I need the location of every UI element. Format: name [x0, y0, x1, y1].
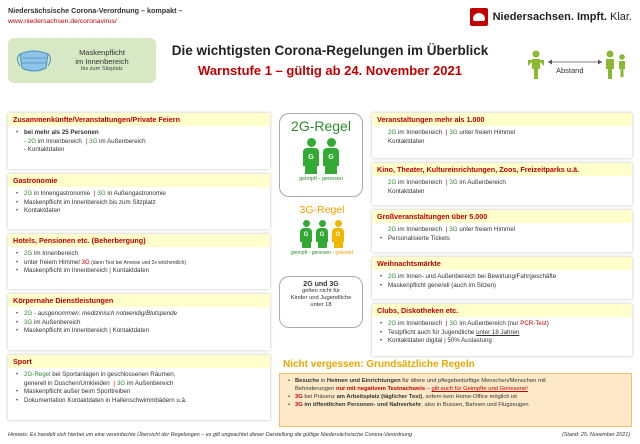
panel-title: Veranstaltungen mehr als 1.000 [372, 113, 632, 126]
regel-3g-caption: geimpft - genesen - getestet [290, 250, 354, 256]
list-item: • 3G bei Präsenz am Arbeitsplatz (täglicher Test), sofern kein Home-Office möglich ist [288, 393, 625, 401]
panel-gastronomie [8, 174, 270, 229]
panel-title: Großveranstaltungen über 5.000 [372, 210, 632, 223]
people-2g [280, 138, 362, 174]
panel-title: Hotels, Pensionen etc. (Beherbergung) [8, 234, 270, 247]
face-mask-icon [14, 46, 54, 76]
panel-clubs [372, 304, 632, 356]
footer-stand: (Stand: 25. November 2021) [561, 432, 630, 438]
list-item: 2G im Innenbereich | 3G im Außenbereich [388, 179, 506, 186]
kinder-line4: unter 18 [310, 302, 332, 309]
mask-line3: bis zum Sitzplatz [81, 66, 123, 73]
kinder-line1: 2G und 3G [303, 281, 339, 288]
footer-note: Hinweis: Es handelt sich hierbei um eine vereinfachte Übersicht der Regelungen – es gilt ungeachtet dieser Darstellung die gültige Niedersächsische Corona-Verordnung [8, 432, 413, 438]
list-item: 2G im Innenbereich | 3G unter freiem Himmel [388, 226, 516, 233]
list-item: • 2G-Regel bei Sportanlagen in geschlossenen Räumen, [16, 371, 264, 380]
list-item: • 2G im Innenbereich | 3G im Außenbereich (nur PCR-Test) [380, 320, 626, 329]
panel-title: Clubs, Diskotheken etc. [372, 304, 632, 317]
panel-hotels [8, 234, 270, 289]
brand-bold: Niedersachsen. Impft. [492, 11, 607, 23]
person-icon: G [300, 220, 312, 248]
panel-kino [372, 163, 632, 205]
panel-zusammenkunft [8, 113, 270, 169]
panel-title: Sport [8, 355, 270, 368]
header-title: Niedersächsische Corona-Verordnung – kompakt – [8, 6, 183, 15]
header-url-link[interactable]: www.niedersachsen.de/coronavirus/ [8, 18, 117, 25]
list-item: • Dokumentation Kontaktdaten in Hallenschwimmbädern u.ä. [16, 397, 264, 406]
list-item: • 2G - ausgenommen: medizinisch notwendig/Blutspende [16, 310, 264, 319]
panel-koerpernah [8, 294, 270, 350]
list-item: • Maskenpflicht generell (auch im Sitzen) [380, 282, 626, 291]
distance-graphic [524, 48, 628, 84]
person-icon: G [303, 138, 319, 174]
panel-sport [8, 355, 270, 420]
page-subtitle: Warnstufe 1 – gültig ab 24. November 2021 [198, 63, 462, 78]
mask-text [54, 48, 150, 74]
horse-icon [470, 8, 488, 26]
list-item: • Maskenpflicht außer beim Sporttreiben [16, 388, 264, 397]
kinder-info-box [279, 276, 363, 328]
list-item: Behinderungen nur mit negativem Testnachweis – gilt auch für Geimpfte und Genesene! [295, 386, 528, 392]
regel-2g-box [279, 113, 363, 256]
panel-title: Körpernahe Dienstleistungen [8, 294, 270, 307]
regel-3g-title: 3G-Regel [299, 204, 345, 216]
page-title: Die wichtigsten Corona-Regelungen im Überblick [171, 43, 489, 58]
person-icon: G [323, 138, 339, 174]
list-item: • Besuche in Heimen und Einrichtungen für ältere und pflegebedürftige Menschen/Menschen mit [288, 377, 625, 385]
regel-2g-title: 2G-Regel [291, 118, 351, 134]
person-icon: G [316, 220, 328, 248]
panel-weihnachtsmaerkte [372, 257, 632, 299]
panel-title: Zusammenkünfte/Veranstaltungen/Private Feiern [8, 113, 270, 126]
brand-logo-group [470, 8, 632, 26]
list-item: 2G im Innenbereich | 3G unter freiem Himmel [388, 129, 516, 136]
person-icon: G [332, 220, 344, 248]
list-item: - 2G im Innenbereich | 3G im Außenbereich [24, 137, 146, 145]
list-item: • Maskenpflicht im Innenbereich | Kontaktdaten [16, 267, 264, 276]
list-item: • Kontaktdaten [16, 207, 264, 216]
mask-info-box [8, 38, 156, 83]
brand-text [493, 11, 632, 23]
list-item: generell in Duschen/Umkleiden | 3G im Außenbereich [24, 379, 174, 387]
grund-title: Nicht vergessen: Grundsätzliche Regeln [283, 359, 475, 370]
list-item: Kontaktdaten [388, 137, 425, 145]
panel-title: Weihnachtsmärkte [372, 257, 632, 270]
list-item: • Maskenpflicht im Innenbereich bis zum Sitzplatz [16, 199, 264, 208]
list-item: • 2G im Innenbereich [16, 250, 264, 259]
regel-2g-caption: geimpft - genesen [298, 176, 344, 182]
mask-line2: im Innenbereich [75, 57, 129, 66]
people-3g [280, 220, 364, 248]
brand-light: Klar. [609, 11, 632, 23]
grund-box [279, 373, 632, 427]
kinder-line2: gelten nicht für [301, 288, 341, 294]
regel-3g-box [280, 200, 364, 274]
list-item: • bei mehr als 25 Personen [16, 129, 264, 138]
distance-label: Abstand [556, 66, 584, 75]
kinder-line3: Kinder und Jugendliche [290, 295, 352, 302]
list-item: Kontaktdaten [388, 187, 425, 195]
list-item: • unter freiem Himmel 3G (dann Test bei Anreise und 2x wöchentlich) [16, 259, 264, 268]
list-item: • Personalisierte Tickets [380, 235, 626, 244]
panel-grossveranstaltungen [372, 210, 632, 252]
panel-title: Kino, Theater, Kultureinrichtungen, Zoos, Freizeitparks u.ä. [372, 163, 632, 176]
list-item: • 2G im Innen- und Außenbereich bei Bewirtung/Fahrgeschäfte [380, 273, 626, 282]
panel-title: Gastronomie [8, 174, 270, 187]
list-item: - Kontaktdaten [24, 146, 65, 154]
list-item: • 2G in Innengastronomie | 3G in Außengastronomie [16, 190, 264, 199]
list-item: • Testpflicht auch für Jugendliche unter 18 Jahren [380, 329, 626, 338]
list-item: • 3G im öffentlichen Personen- und Nahverkehr, also in Bussen, Bahnen und Flugzeugen [288, 401, 625, 409]
mask-line1: Maskenpflicht [79, 47, 125, 57]
panel-veranstaltungen-1000 [372, 113, 632, 158]
list-item: • Maskenpflicht im Innenbereich | Kontaktdaten [16, 327, 264, 336]
list-item: • 3G im Außenbereich [16, 319, 264, 328]
list-item: • Kontaktdaten digital | 50% Auslastung [380, 337, 626, 346]
